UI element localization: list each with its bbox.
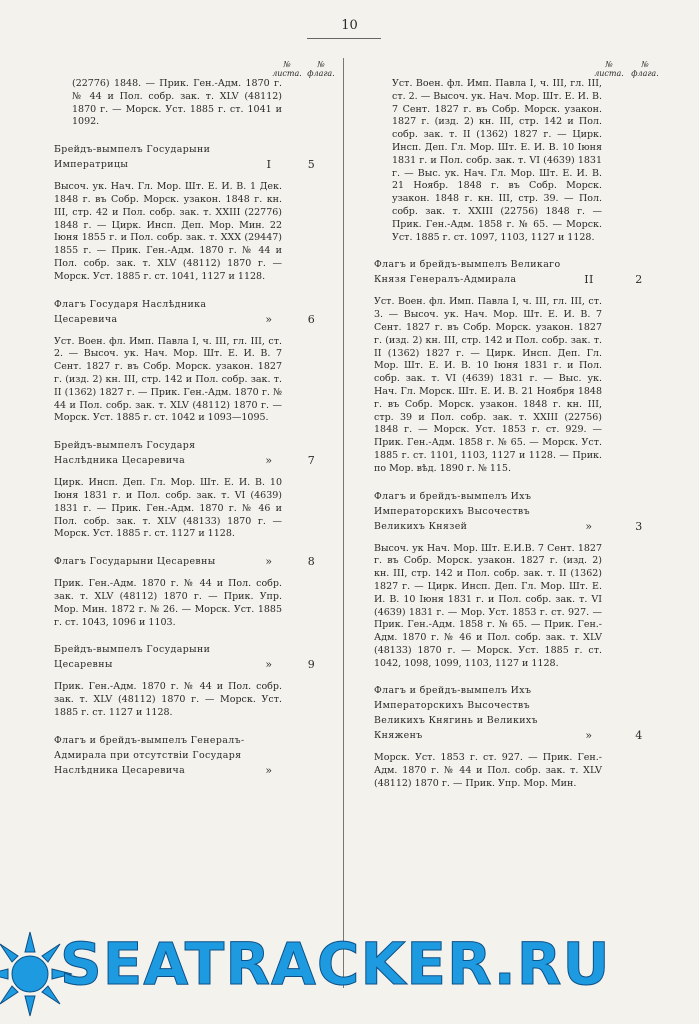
entry-reference: Цирк. Инсп. Деп. Гл. Мор. Шт. Е. И. В. 10 Іюня 1831 г. и Пол. собр. зак. т. VI (4639) 1831 г. — Прик. Ген.-Адм. 1870 г. № 46 и Пол. собр. зак. т. XLV (48133) 1870 г. — Морск. Уст. 1885 г. ст. 1127 и 1128. <box>54 477 282 540</box>
entry <box>54 297 339 426</box>
sheet-number: » <box>265 658 273 672</box>
left-sheet-header: № листа. <box>272 60 302 78</box>
sheet-number: » <box>265 555 273 569</box>
left-flag-header: № флага. <box>307 60 335 78</box>
entry <box>374 78 674 244</box>
entry-reference: Морск. Уст. 1853 г. ст. 927. — Прик. Ген.-Адм. 1870 г. № 44 и Пол. собр. зак. т. XLV (48112) 1870 г. — Прик. Упр. Мор. Мин. <box>374 752 602 790</box>
flag-number: 2 <box>635 273 643 287</box>
sheet-number: » <box>585 519 593 533</box>
entry-title: Брейдъ-вымпелъ Государыни Цесаревны <box>54 644 211 671</box>
sheet-number: II <box>584 273 594 287</box>
flag-number: 8 <box>307 555 316 569</box>
entry-reference: Уст. Воен. фл. Имп. Павла I, ч. III, гл. III, ст. 3. — Высоч. ук. Нач. Мор. Шт. Е. И. В. 7 Сент. 1827 г. въ Собр. Морск. узакон. 1827 г. (изд. 2) кн. III, стр. 142 и Пол. собр. зак. т. II (1362) 1827 г. — Цирк. Инсп. Деп. Гл. Мор. Шт. Е. И. В. 10 Іюня 1831 г. и Пол. собр. зак. т. VI (4639) 1831 г. — Выс. ук. Нач. Гл. Морск. Шт. Е. И. В. 21 Ноября 1848 г. въ Собр. Морск. узакон. 1848 г. кн. III, стр. 39 и Пол. собр. зак. т. XXIII (22756) 1848 г. — Морск. Уст. 1853 г. ст. 929. — Прик. Ген.-Адм. 1858 г. № 65. — Морск. Уст. 1885 г. ст. 1101, 1103, 1127 и 1128. — Прик. по Мор. вѣд. 1890 г. № 115. <box>374 296 602 474</box>
watermark-text: SEATRACKER.RU <box>60 930 611 998</box>
entry <box>54 642 339 719</box>
entry-reference: Уст. Воен. фл. Имп. Павла I, ч. III, гл. III, ст. 2. — Высоч. ук. Нач. Мор. Шт. Е. И. В. 7 Сент. 1827 г. въ Собр. Морск. узакон. 1827 г. (изд. 2) кн. III, стр. 142 и Пол. собр. зак. т. II (1362) 1827 г. — Прик. Ген.-Адм. 1870 г. № 44 и Пол. собр. зак. т. XLV (48112) 1870 г. — Морск. Уст. 1885 г. ст. 1042 и 1093—1095. <box>54 335 282 424</box>
flag-number: 6 <box>307 312 316 326</box>
sheet-number: » <box>585 729 593 743</box>
entry-reference: Уст. Воен. фл. Имп. Павла I, ч. III, гл. III, ст. 2. — Высоч. ук. Нач. Мор. Шт. Е. И. В. 7 Сент. 1827 г. въ Собр. Морск. узакон. 1827 г. (изд. 2) кн. III, стр. 142 и Пол. собр. зак. т. II (1362) 1827 г. — Цирк. Инсп. Деп. Гл. Мор. Шт. Е. И. В. 10 Іюня 1831 г. и Пол. собр. зак. т. VI (4639) 1831 г. — Выс. ук. Нач. Гл. Мор. Шт. Е. И. В. 21 Ноябр. 1848 г. въ Собр. Морск. узакон. 1848 г. кн. III, стр. 39. — Пол. собр. зак. т. XXIII (22756) 1848 г. — Прик. Ген.-Адм. 1858 г. № 65. — Морск. Уст. 1885 г. ст. 1097, 1103, 1127 и 1128. <box>392 78 602 243</box>
entry <box>374 683 674 790</box>
header-rule <box>307 38 381 39</box>
entry-title: Флагъ и брейдъ-вымпелъ Генералъ-Адмирала при отсутствіи Государя Наслѣдника Цесаревича <box>54 734 245 776</box>
sheet-number: » <box>265 763 273 777</box>
entry-title: Флагъ и брейдъ-вымпелъ Ихъ Императорскихъ Высочествъ Великихъ Князей <box>374 490 532 532</box>
entry-reference: Прик. Ген.-Адм. 1870 г. № 44 и Пол. собр. зак. т. XLV (48112) 1870 г. — Морск. Уст. 1885 г. ст. 1127 и 1128. <box>54 681 282 718</box>
entry-title: Брейдъ-вымпелъ Государя Наслѣдника Цесаревича <box>54 440 196 467</box>
flag-number: 3 <box>635 519 643 533</box>
flag-number: 5 <box>307 158 316 172</box>
flag-number: 7 <box>307 454 316 468</box>
entry-title: Брейдъ-вымпелъ Государыни Императрицы <box>54 144 211 171</box>
entry-title: Флагъ и брейдъ-вымпелъ Великаго Князя Генералъ-Адмирала <box>374 259 561 286</box>
entry <box>54 554 339 629</box>
entry <box>374 257 674 475</box>
left-column <box>54 78 339 791</box>
sheet-number: » <box>265 312 273 326</box>
right-sheet-header: № листа. <box>594 60 624 78</box>
sheet-number: I <box>266 158 272 172</box>
entry-reference: (22776) 1848. — Прик. Ген.-Адм. 1870 г. № 44 и Пол. собр. зак. т. XLV (48112) 1870 г. — Морск. Уст. 1885 г. ст. 1041 и 1092. <box>72 78 282 128</box>
flag-number: 9 <box>307 658 316 672</box>
right-column <box>374 78 674 804</box>
entry-title: Флагъ Государыни Цесаревны <box>54 556 216 568</box>
sheet-number: » <box>265 454 273 468</box>
entry-reference: Прик. Ген.-Адм. 1870 г. № 44 и Пол. собр. зак. т. XLV (48112) 1870 г. — Прик. Упр. Мор. Мин. 1872 г. № 26. — Морск. Уст. 1885 г. ст. 1043, 1096 и 1103. <box>54 578 282 628</box>
right-flag-header: № флага. <box>631 60 659 78</box>
entry-reference: Высоч. ук. Нач. Гл. Мор. Шт. Е. И. В. 1 Дек. 1848 г. въ Собр. Морск. узакон. 1848 г. кн. III, стр. 42 и Пол. собр. зак. т. XXIII (22776) 1848 г. — Цирк. Инсп. Деп. Мор. Мин. 22 Іюня 1855 г. и Пол. собр. зак. т. XXX (29447) 1855 г. — Прик. Ген.-Адм. 1870 г. № 44 и Пол. собр. зак. т. XLV (48112) 1870 г. — Морск. Уст. 1885 г. ст. 1041, 1127 и 1128. <box>54 181 282 282</box>
entry <box>374 489 674 671</box>
entry <box>54 78 339 129</box>
entry <box>54 142 339 283</box>
entry <box>54 733 339 778</box>
entry-title: Флагъ Государя Наслѣдника Цесаревича <box>54 298 207 325</box>
flag-number: 4 <box>635 729 643 743</box>
entry-reference: Высоч. ук Нач. Мор. Шт. Е.И.В. 7 Сент. 1827 г. въ Собр. Морск. узакон. 1827 г. (изд. 2) кн. III, стр. 142 и Пол. собр. зак. т. II (1362) 1827 г. — Цирк. Инсп. Деп. Гл. Мор. Шт. Е. И. В. 10 Іюня 1831 г. и Пол. собр. зак. т. VI (4639) 1831 г. — Мор. Уст. 1853 г. ст. 927. — Прик. Ген.-Адм. 1858 г. № 65. — Прик. Ген.-Адм. 1870 г. № 46 и Пол. собр. зак. т. XLV (48133) 1870 г. — Морск. Уст. 1885 г. ст. 1042, 1098, 1099, 1103, 1127 и 1128. <box>374 542 602 669</box>
entry-title: Флагъ и брейдъ-вымпелъ Ихъ Императорскихъ Высочествъ Великихъ Княгинь и Великихъ Княженъ <box>374 685 538 742</box>
page-number: 10 <box>341 18 358 33</box>
column-divider <box>343 58 344 988</box>
entry <box>54 438 339 541</box>
